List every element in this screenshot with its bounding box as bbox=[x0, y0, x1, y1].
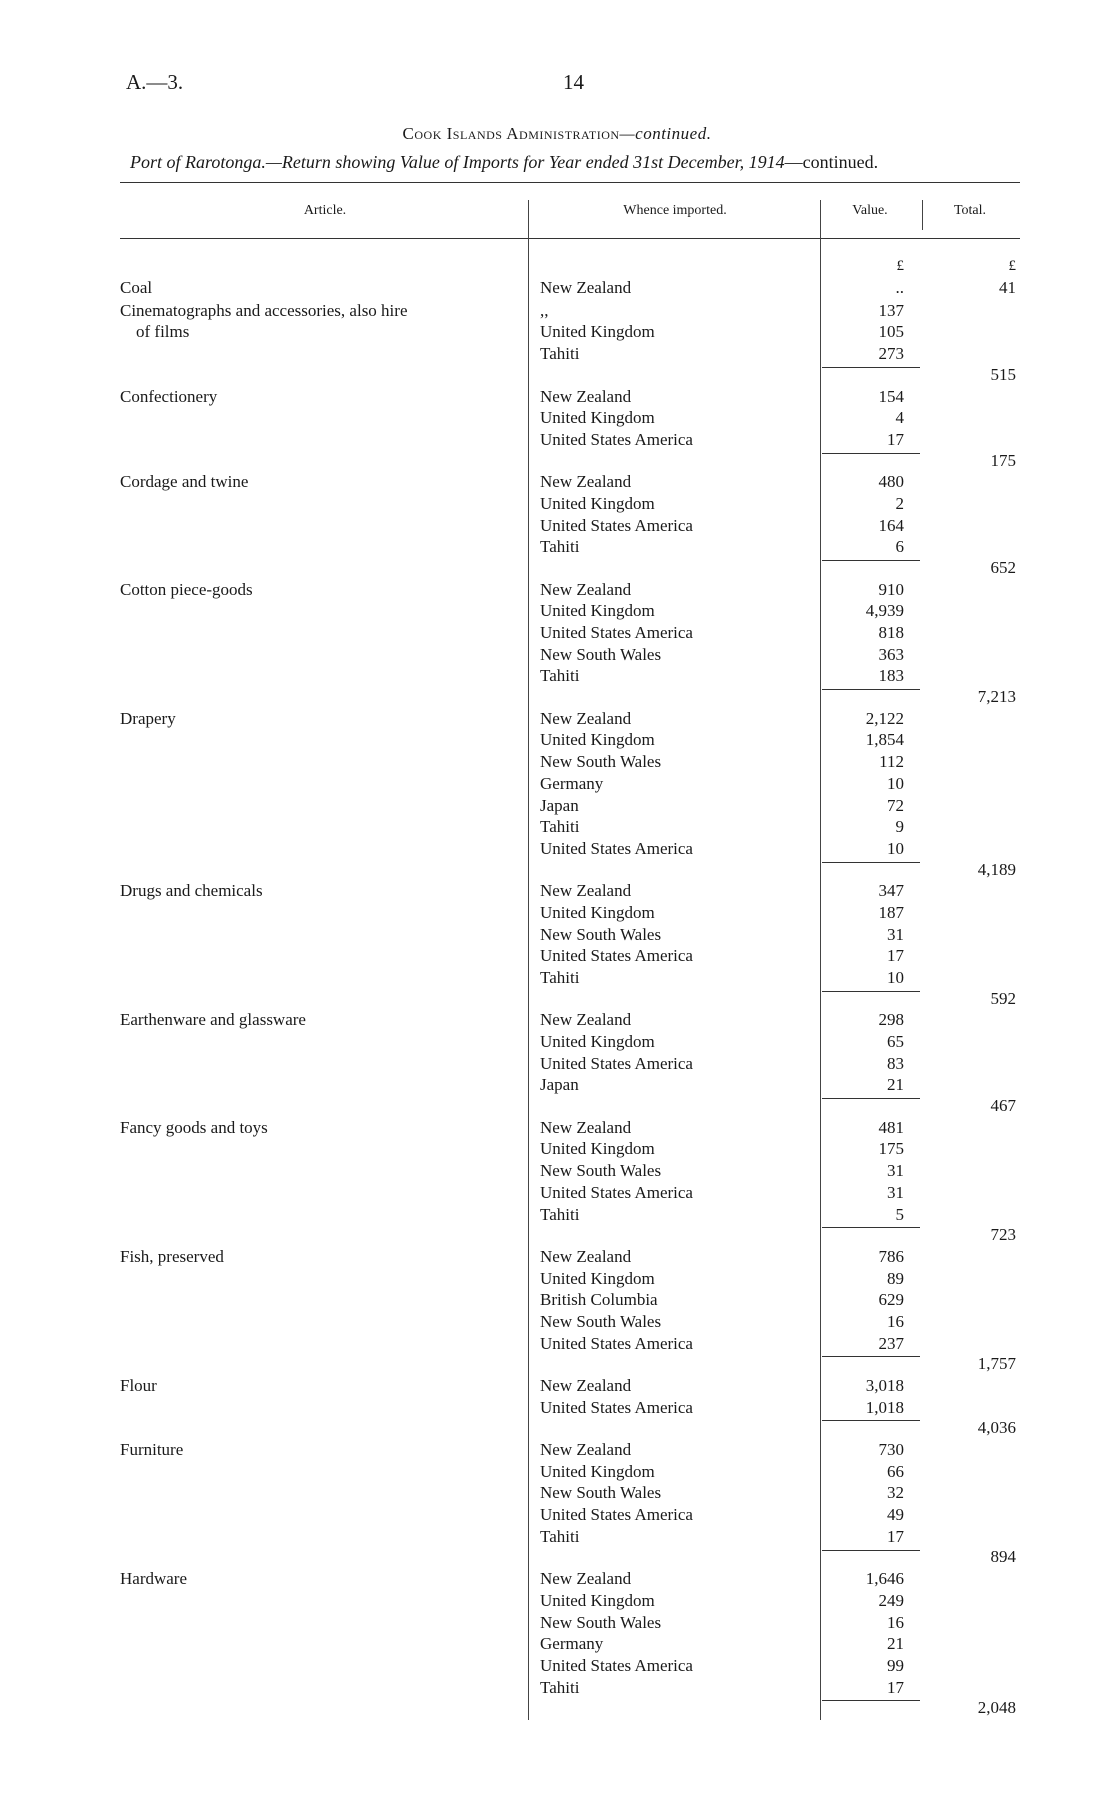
column-header-whence: Whence imported. bbox=[623, 203, 727, 218]
value-cell: 137 bbox=[878, 300, 904, 320]
value-cell: 10 bbox=[887, 773, 904, 793]
total-currency: £ bbox=[1008, 258, 1016, 274]
value-cell: 786 bbox=[878, 1246, 904, 1266]
value-cell: 154 bbox=[878, 386, 904, 406]
subtitle-continued: —continued. bbox=[784, 152, 879, 172]
source-country: New Zealand bbox=[540, 708, 632, 728]
source-country: United States America bbox=[540, 429, 693, 449]
value-cell: 910 bbox=[878, 579, 904, 599]
value-cell: 99 bbox=[887, 1655, 904, 1675]
title-admin: Cook Islands Administration bbox=[402, 124, 620, 143]
source-country: Tahiti bbox=[540, 537, 580, 557]
column-divider-total bbox=[922, 200, 923, 230]
value-cell: 730 bbox=[878, 1440, 904, 1460]
source-country: British Columbia bbox=[540, 1290, 658, 1310]
value-cell: 32 bbox=[887, 1483, 904, 1503]
article-name: Flour bbox=[120, 1376, 157, 1396]
source-country: United States America bbox=[540, 515, 693, 535]
total-cell: 894 bbox=[990, 1547, 1016, 1567]
source-country: United Kingdom bbox=[540, 493, 655, 513]
source-country: United States America bbox=[540, 1505, 693, 1525]
source-country: United States America bbox=[540, 838, 693, 858]
subtotal-rule bbox=[822, 1098, 920, 1099]
total-cell: 7,213 bbox=[977, 687, 1016, 707]
source-country: United Kingdom bbox=[540, 1032, 655, 1052]
source-country: United Kingdom bbox=[540, 730, 655, 750]
article-name: Earthenware and glassware bbox=[120, 1010, 306, 1030]
value-cell: 363 bbox=[878, 644, 904, 664]
value-cell: 1,646 bbox=[865, 1569, 904, 1589]
source-country: New Zealand bbox=[540, 1440, 632, 1460]
source-country: United States America bbox=[540, 623, 693, 643]
article-name: Fancy goods and toys bbox=[120, 1117, 268, 1137]
value-cell: 273 bbox=[878, 344, 904, 364]
source-country: ,, bbox=[540, 300, 549, 320]
subtotal-rule bbox=[822, 689, 920, 690]
total-cell: 592 bbox=[990, 988, 1016, 1008]
article-name: Furniture bbox=[120, 1440, 184, 1460]
value-cell: 49 bbox=[887, 1505, 904, 1525]
source-country: United States America bbox=[540, 1655, 693, 1675]
article-name: Coal bbox=[120, 278, 153, 297]
value-cell: 5 bbox=[895, 1204, 904, 1224]
value-cell: 3,018 bbox=[865, 1376, 904, 1396]
article-name: Cotton piece-goods bbox=[120, 579, 253, 599]
header-bottom-rule bbox=[120, 238, 1020, 239]
table-subtitle bbox=[130, 152, 878, 173]
value-cell: 4 bbox=[895, 408, 904, 428]
article-name: Drapery bbox=[120, 708, 176, 728]
title-continued: —continued. bbox=[619, 124, 712, 143]
value-cell: 1,854 bbox=[865, 730, 904, 750]
subtotal-rule bbox=[822, 1700, 920, 1701]
subtotal-rule bbox=[822, 991, 920, 992]
total-cell: 467 bbox=[990, 1096, 1016, 1116]
source-country: Germany bbox=[540, 1634, 604, 1654]
value-cell: 10 bbox=[887, 838, 904, 858]
total-cell: 175 bbox=[990, 450, 1016, 470]
value-cell: 9 bbox=[895, 817, 904, 837]
value-cell: 347 bbox=[878, 881, 904, 901]
source-country: United States America bbox=[540, 1397, 693, 1417]
total-cell: 4,036 bbox=[977, 1418, 1016, 1438]
total-cell: 515 bbox=[990, 364, 1016, 384]
total-cell: 723 bbox=[990, 1225, 1016, 1245]
source-country: New Zealand bbox=[540, 1117, 632, 1137]
source-country: New South Wales bbox=[540, 752, 662, 772]
value-cell: 16 bbox=[887, 1612, 904, 1632]
value-cell: 183 bbox=[878, 666, 904, 686]
source-country: New Zealand bbox=[540, 386, 632, 406]
value-cell: 31 bbox=[887, 924, 904, 944]
column-header-value: Value. bbox=[852, 203, 888, 218]
total-cell: 41 bbox=[999, 278, 1016, 297]
subtotal-rule bbox=[822, 560, 920, 561]
value-cell: 16 bbox=[887, 1312, 904, 1331]
total-cell: 4,189 bbox=[977, 859, 1016, 879]
subtotal-rule bbox=[822, 1550, 920, 1551]
value-cell: 89 bbox=[887, 1268, 904, 1288]
source-country: New South Wales bbox=[540, 644, 662, 664]
value-cell: 112 bbox=[879, 752, 904, 772]
total-cell: 1,757 bbox=[977, 1354, 1016, 1374]
source-country: Japan bbox=[540, 1075, 579, 1095]
source-country: Tahiti bbox=[540, 1204, 580, 1224]
value-cell: 6 bbox=[895, 537, 904, 557]
column-divider-whence bbox=[528, 200, 529, 1720]
source-country: United Kingdom bbox=[540, 1139, 655, 1159]
value-cell: 175 bbox=[878, 1139, 904, 1159]
article-name: Cordage and twine bbox=[120, 472, 249, 492]
value-cell: .. bbox=[895, 278, 904, 297]
value-cell: 187 bbox=[878, 902, 904, 922]
total-cell: 652 bbox=[990, 557, 1016, 577]
value-cell: 17 bbox=[887, 946, 904, 966]
value-cell: 21 bbox=[887, 1634, 904, 1654]
page-title bbox=[0, 124, 1114, 144]
value-cell: 105 bbox=[878, 322, 904, 342]
value-cell: 17 bbox=[887, 1526, 904, 1546]
value-cell: 65 bbox=[887, 1032, 904, 1052]
source-country: New Zealand bbox=[540, 1246, 632, 1266]
subtotal-rule bbox=[822, 367, 920, 368]
source-country: New Zealand bbox=[540, 472, 632, 492]
source-country: New South Wales bbox=[540, 1161, 662, 1181]
source-country: Germany bbox=[540, 773, 604, 793]
source-country: United Kingdom bbox=[540, 1590, 655, 1610]
source-country: United Kingdom bbox=[540, 322, 655, 342]
page-number: 14 bbox=[563, 70, 584, 94]
value-cell: 83 bbox=[887, 1053, 904, 1073]
value-cell: 4,939 bbox=[865, 601, 904, 621]
source-country: United Kingdom bbox=[540, 902, 655, 922]
article-name-continued: of films bbox=[136, 322, 190, 342]
source-country: New South Wales bbox=[540, 1483, 662, 1503]
value-cell: 72 bbox=[887, 795, 904, 815]
source-country: United Kingdom bbox=[540, 601, 655, 621]
value-cell: 818 bbox=[878, 623, 904, 643]
source-country: New South Wales bbox=[540, 1612, 662, 1632]
value-cell: 21 bbox=[887, 1075, 904, 1095]
source-country: New South Wales bbox=[540, 924, 662, 944]
value-cell: 237 bbox=[878, 1333, 904, 1353]
source-country: New Zealand bbox=[540, 579, 632, 599]
source-country: Tahiti bbox=[540, 344, 580, 364]
value-cell: 17 bbox=[887, 1677, 904, 1697]
source-country: Tahiti bbox=[540, 968, 580, 988]
source-country: Tahiti bbox=[540, 1526, 580, 1546]
subtotal-rule bbox=[822, 1356, 920, 1357]
source-country: United Kingdom bbox=[540, 1461, 655, 1481]
source-country: United Kingdom bbox=[540, 1268, 655, 1288]
value-cell: 17 bbox=[887, 429, 904, 449]
source-country: New Zealand bbox=[540, 881, 632, 901]
source-country: Tahiti bbox=[540, 666, 580, 686]
value-cell: 31 bbox=[887, 1182, 904, 1202]
article-name: Confectionery bbox=[120, 386, 218, 406]
column-header-total: Total. bbox=[953, 203, 987, 218]
value-cell: 10 bbox=[887, 968, 904, 988]
source-country: New Zealand bbox=[540, 1010, 632, 1030]
source-country: United States America bbox=[540, 946, 693, 966]
value-cell: 2 bbox=[895, 493, 904, 513]
source-country: United States America bbox=[540, 1053, 693, 1073]
value-cell: 164 bbox=[878, 515, 904, 535]
source-country: United States America bbox=[540, 1182, 693, 1202]
value-cell: 66 bbox=[887, 1461, 904, 1481]
article-name: Fish, preserved bbox=[120, 1246, 224, 1266]
total-cell: 2,048 bbox=[977, 1698, 1016, 1718]
value-cell: 31 bbox=[887, 1161, 904, 1181]
value-cell: 1,018 bbox=[865, 1397, 904, 1417]
source-country: New Zealand bbox=[540, 1376, 632, 1396]
source-country: New Zealand bbox=[540, 278, 632, 297]
article-name: Cinematographs and accessories, also hire bbox=[120, 300, 408, 320]
value-currency: £ bbox=[896, 258, 904, 274]
source-country: New Zealand bbox=[540, 1569, 632, 1589]
subtotal-rule bbox=[822, 1227, 920, 1228]
subtitle-text: Port of Rarotonga.—Return showing Value of Imports for Year ended 31st December, 1914 bbox=[130, 152, 785, 172]
value-cell: 481 bbox=[878, 1117, 904, 1137]
value-cell: 298 bbox=[878, 1010, 904, 1030]
source-country: Tahiti bbox=[540, 817, 580, 837]
source-country: Tahiti bbox=[540, 1677, 580, 1697]
subtotal-rule bbox=[822, 862, 920, 863]
column-header-article: Article. bbox=[303, 203, 347, 218]
document-code: A.—3. bbox=[126, 70, 184, 94]
subtotal-rule bbox=[822, 453, 920, 454]
value-cell: 249 bbox=[878, 1590, 904, 1610]
source-country: United States America bbox=[540, 1333, 693, 1353]
table-top-rule bbox=[120, 182, 1020, 183]
subtotal-rule bbox=[822, 1420, 920, 1421]
source-country: Japan bbox=[540, 795, 579, 815]
article-name: Hardware bbox=[120, 1569, 188, 1589]
article-name: Drugs and chemicals bbox=[120, 881, 263, 901]
value-cell: 629 bbox=[878, 1290, 904, 1310]
source-country: New South Wales bbox=[540, 1312, 662, 1331]
value-cell: 480 bbox=[878, 472, 904, 492]
source-country: United Kingdom bbox=[540, 408, 655, 428]
value-cell: 2,122 bbox=[865, 708, 904, 728]
